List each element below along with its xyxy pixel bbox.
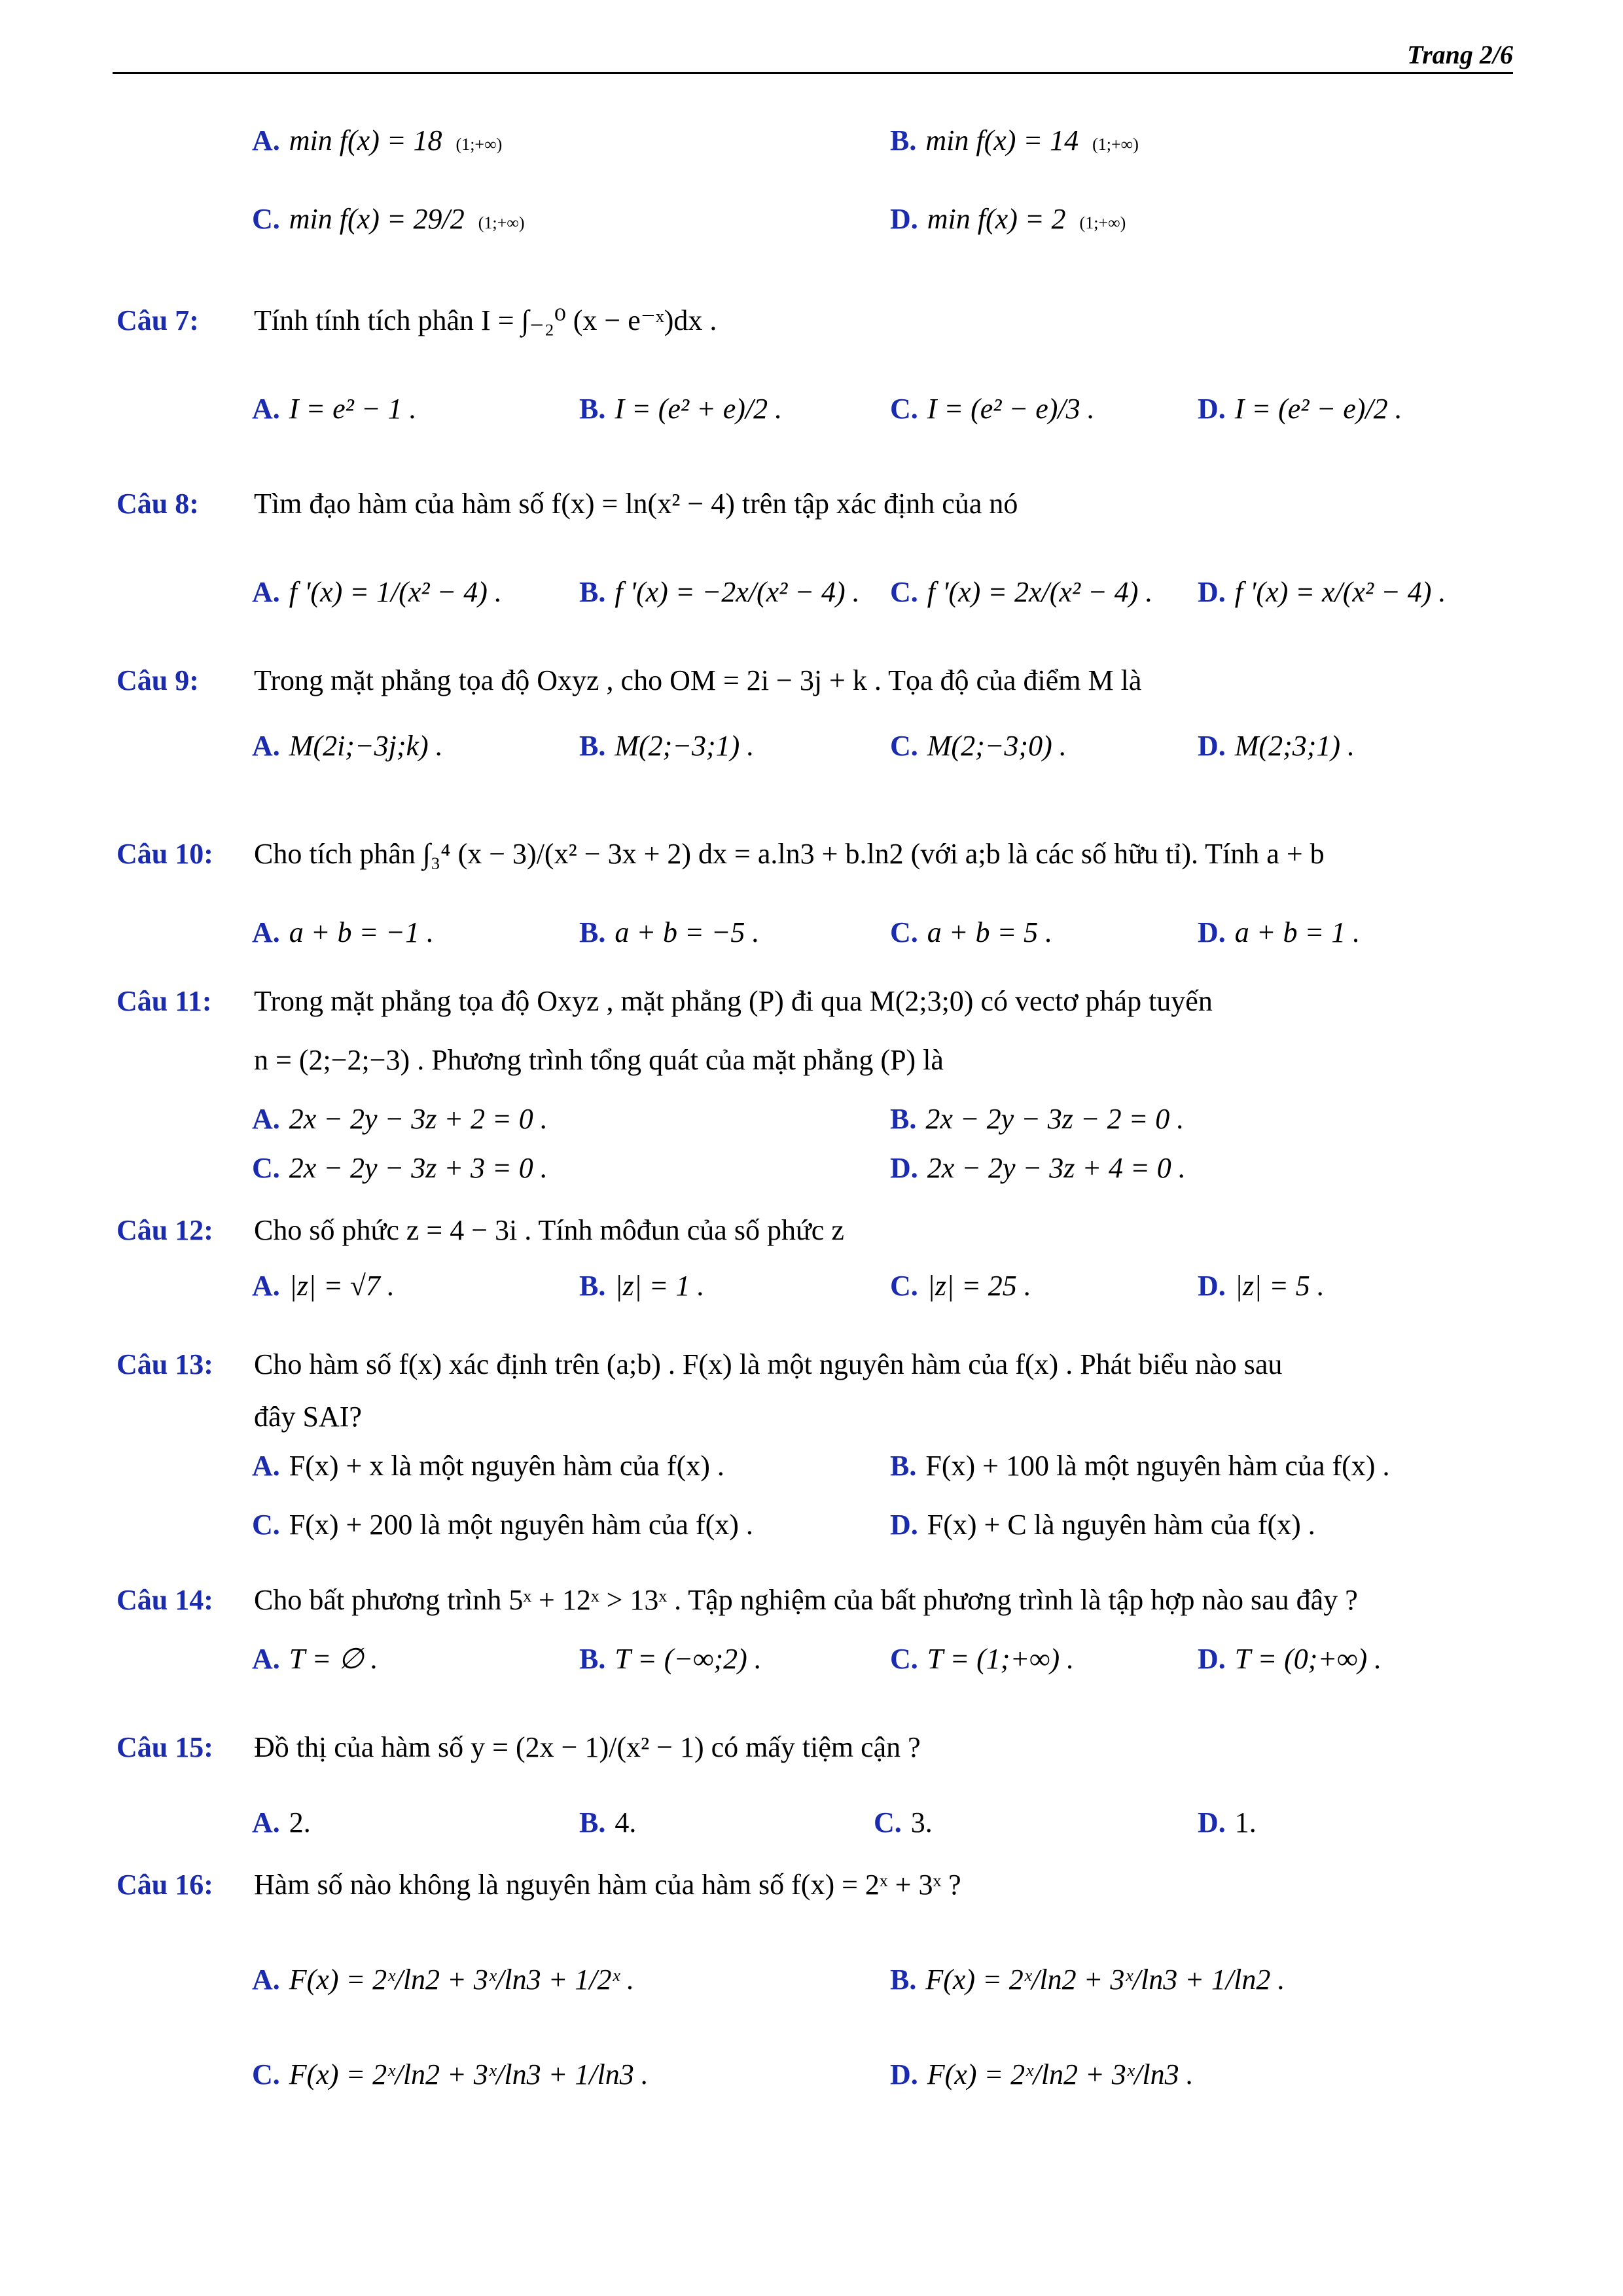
q9-option-c: C. M(2;−3;0) . bbox=[890, 730, 1067, 762]
q8-option-d: D. f '(x) = x/(x² − 4) . bbox=[1198, 576, 1446, 608]
page-number: Trang 2/6 bbox=[1407, 40, 1513, 69]
q16-option-b: B. F(x) = 2ˣ/ln2 + 3ˣ/ln3 + 1/ln2 . bbox=[890, 1964, 1285, 1996]
q10-option-c: C. a + b = 5 . bbox=[890, 916, 1053, 948]
question-13: Câu 13: Cho hàm số f(x) xác định trên (a;b) . F(x) là một nguyên hàm của f(x) . Phát biểu nào sau bbox=[116, 1348, 1283, 1380]
q16-option-c: C. F(x) = 2ˣ/ln2 + 3ˣ/ln3 + 1/ln3 . bbox=[252, 2058, 649, 2090]
question-13-line2: đây SAI? bbox=[254, 1401, 362, 1433]
q11-option-d: D. 2x − 2y − 3z + 4 = 0 . bbox=[890, 1152, 1186, 1184]
q14-option-a: A. T = ∅ . bbox=[252, 1643, 378, 1675]
q13-option-a: A. F(x) + x là một nguyên hàm của f(x) . bbox=[252, 1450, 724, 1482]
q9-option-a: A. M(2i;−3j;k) . bbox=[252, 730, 443, 762]
question-7: Câu 7: Tính tính tích phân I = ∫₋₂⁰ (x − e⁻ˣ)dx . bbox=[116, 304, 717, 336]
q7-option-a: A. I = e² − 1 . bbox=[252, 393, 417, 425]
q8-option-b: B. f '(x) = −2x/(x² − 4) . bbox=[579, 576, 860, 608]
q9-option-b: B. M(2;−3;1) . bbox=[579, 730, 755, 762]
q8-option-a: A. f '(x) = 1/(x² − 4) . bbox=[252, 576, 502, 608]
q13-option-d: D. F(x) + C là nguyên hàm của f(x) . bbox=[890, 1509, 1315, 1541]
q15-option-b: B. 4. bbox=[579, 1806, 637, 1839]
q11-option-b: B. 2x − 2y − 3z − 2 = 0 . bbox=[890, 1103, 1185, 1135]
q14-option-d: D. T = (0;+∞) . bbox=[1198, 1643, 1382, 1675]
q11-option-a: A. 2x − 2y − 3z + 2 = 0 . bbox=[252, 1103, 548, 1135]
q10-option-a: A. a + b = −1 . bbox=[252, 916, 434, 948]
q16-option-d: D. F(x) = 2ˣ/ln2 + 3ˣ/ln3 . bbox=[890, 2058, 1194, 2090]
q12-option-d: D. |z| = 5 . bbox=[1198, 1270, 1325, 1302]
q13-option-c: C. F(x) + 200 là một nguyên hàm của f(x) . bbox=[252, 1509, 753, 1541]
q13-option-b: B. F(x) + 100 là một nguyên hàm của f(x) . bbox=[890, 1450, 1390, 1482]
q16-option-a: A. F(x) = 2ˣ/ln2 + 3ˣ/ln3 + 1/2ˣ . bbox=[252, 1964, 634, 1996]
question-15: Câu 15: Đồ thị của hàm số y = (2x − 1)/(x² − 1) có mấy tiệm cận ? bbox=[116, 1731, 921, 1763]
q10-option-b: B. a + b = −5 . bbox=[579, 916, 760, 948]
question-11-line2: n = (2;−2;−3) . Phương trình tổng quát của mặt phẳng (P) là bbox=[254, 1044, 944, 1076]
q15-option-c: C. 3. bbox=[874, 1806, 933, 1839]
q11-option-c: C. 2x − 2y − 3z + 3 = 0 . bbox=[252, 1152, 548, 1184]
q14-option-c: C. T = (1;+∞) . bbox=[890, 1643, 1075, 1675]
q7-option-d: D. I = (e² − e)/2 . bbox=[1198, 393, 1402, 425]
q15-option-d: D. 1. bbox=[1198, 1806, 1257, 1839]
question-10: Câu 10: Cho tích phân ∫₃⁴ (x − 3)/(x² − 3x + 2) dx = a.ln3 + b.ln2 (với a;b là các số hữu tỉ). Tính a + b bbox=[116, 838, 1325, 870]
q10-option-d: D. a + b = 1 . bbox=[1198, 916, 1361, 948]
q7-option-c: C. I = (e² − e)/3 . bbox=[890, 393, 1095, 425]
q6-option-a: A. min f(x) = 18 (1;+∞) bbox=[252, 124, 503, 156]
q12-option-c: C. |z| = 25 . bbox=[890, 1270, 1031, 1302]
q12-option-a: A. |z| = √7 . bbox=[252, 1270, 395, 1302]
q6-option-d: D. min f(x) = 2 (1;+∞) bbox=[890, 203, 1126, 235]
q9-option-d: D. M(2;3;1) . bbox=[1198, 730, 1355, 762]
q6-option-b: B. min f(x) = 14 (1;+∞) bbox=[890, 124, 1139, 156]
q12-option-b: B. |z| = 1 . bbox=[579, 1270, 705, 1302]
question-9: Câu 9: Trong mặt phẳng tọa độ Oxyz , cho OM = 2i − 3j + k . Tọa độ của điểm M là bbox=[116, 664, 1142, 696]
question-14: Câu 14: Cho bất phương trình 5ˣ + 12ˣ > 13ˣ . Tập nghiệm của bất phương trình là tập hợp nào sau đây ? bbox=[116, 1584, 1358, 1616]
question-12: Câu 12: Cho số phức z = 4 − 3i . Tính môđun của số phức z bbox=[116, 1214, 844, 1246]
q6-option-c: C. min f(x) = 29/2 (1;+∞) bbox=[252, 203, 525, 235]
q15-option-a: A. 2. bbox=[252, 1806, 311, 1839]
question-11: Câu 11: Trong mặt phẳng tọa độ Oxyz , mặt phẳng (P) đi qua M(2;3;0) có vectơ pháp tuyến bbox=[116, 985, 1213, 1017]
question-8: Câu 8: Tìm đạo hàm của hàm số f(x) = ln(x² − 4) trên tập xác định của nó bbox=[116, 488, 1018, 520]
q8-option-c: C. f '(x) = 2x/(x² − 4) . bbox=[890, 576, 1153, 608]
q7-option-b: B. I = (e² + e)/2 . bbox=[579, 393, 783, 425]
q14-option-b: B. T = (−∞;2) . bbox=[579, 1643, 762, 1675]
question-16: Câu 16: Hàm số nào không là nguyên hàm của hàm số f(x) = 2ˣ + 3ˣ ? bbox=[116, 1869, 961, 1901]
